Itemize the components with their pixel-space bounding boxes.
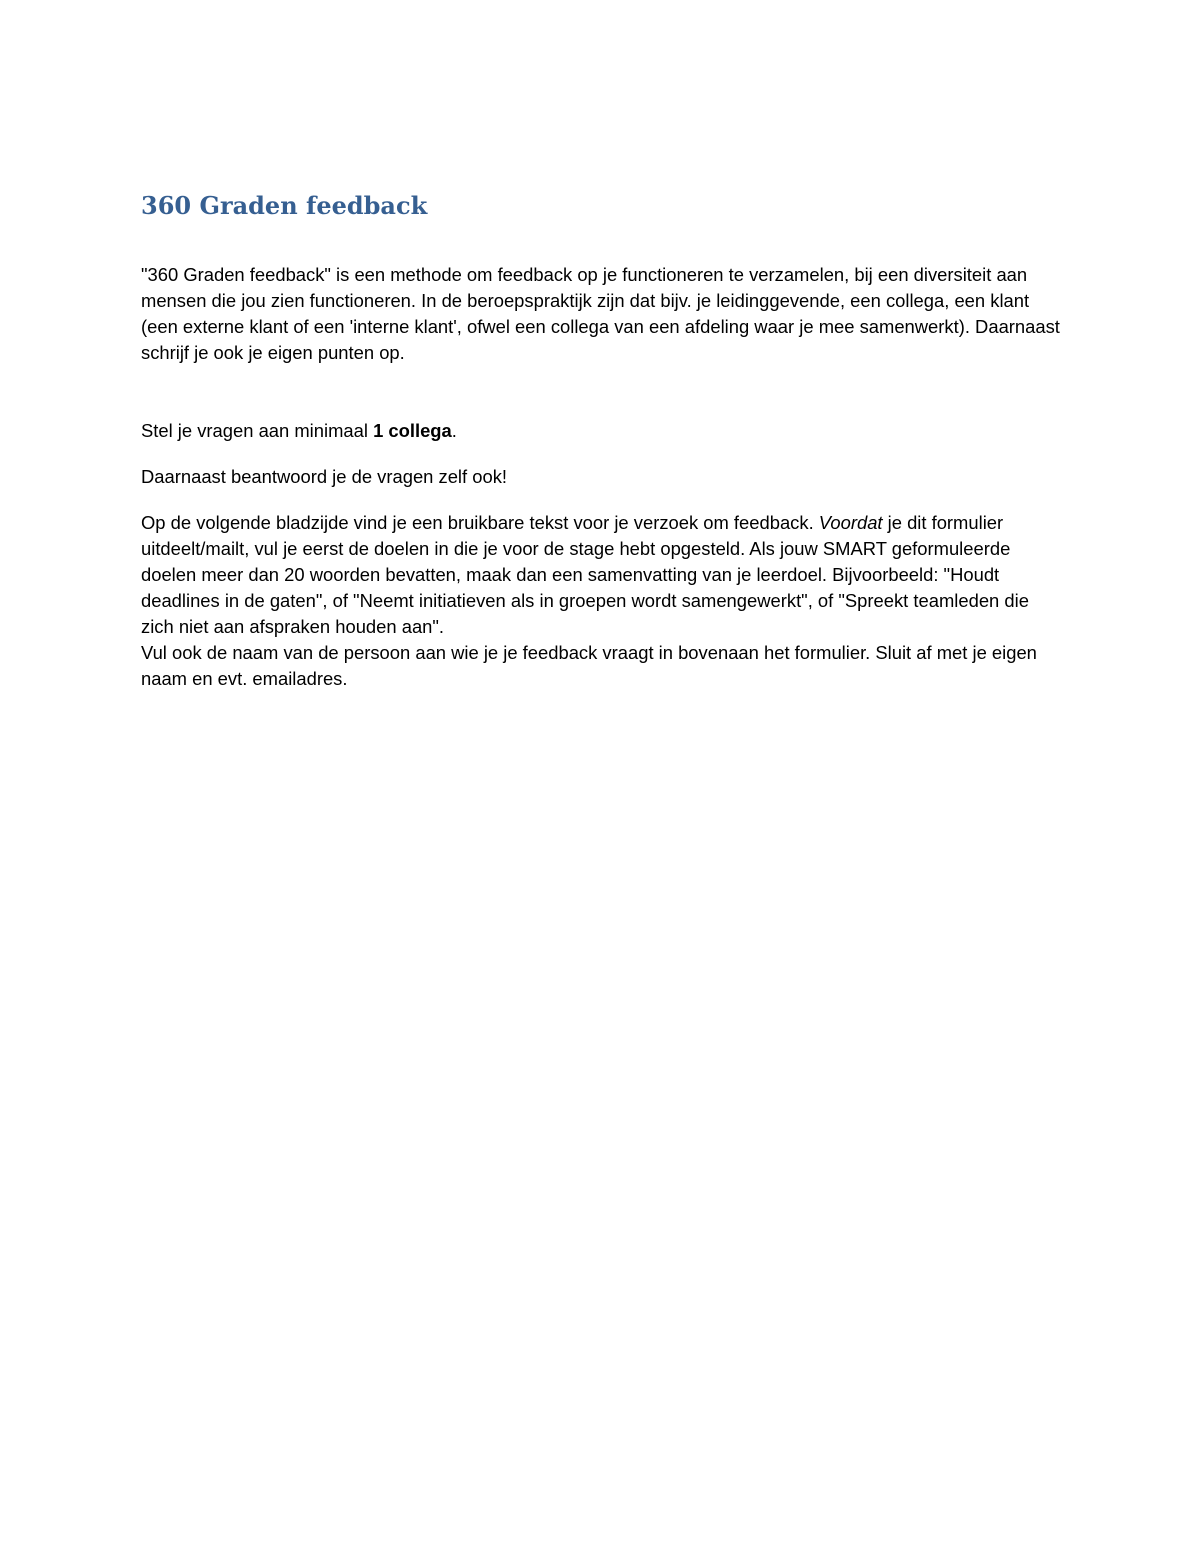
ask-text-after: . [451,420,457,441]
instructions-last-line: Vul ook de naam van de persoon aan wie je je feedback vraagt in bovenaan het formulier. Sluit af met je eigen naam en evt. emailadres. [141,642,1037,689]
ask-text-before: Stel je vragen aan minimaal [141,420,374,441]
document-content [141,188,1066,692]
instructions-text-after: je dit formulier uitdeelt/mailt, vul je eerst de doelen in die je voor de stage hebt opgesteld. Als jouw SMART geformuleerde doelen meer dan 20 woorden bevatten, maak dan een samenvatting van je leerdoel. Bijvoorbeeld: "Houdt deadlines in de gaten", of "Neemt initiatieven als in groepen wordt samengewerkt", of "Spreekt teamleden die zich niet aan afspraken houden aan". [141,512,1029,637]
intro-paragraph: "360 Graden feedback" is een methode om feedback op je functioneren te verzamelen, bij een diversiteit aan mensen die jou zien functioneren. In de beroepspraktijk zijn dat bijv. je leidinggevende, een collega, een klant (een externe klant of een 'interne klant', ofwel een collega van een afdeling waar je mee samenwerkt). Daarnaast schrijf je ook je eigen punten op. [141,264,1060,363]
ask-bold-text: 1 collega [373,420,452,441]
self-answer-paragraph: Daarnaast beantwoord je de vragen zelf ook! [141,466,507,487]
ask-paragraph [141,418,1066,444]
document-title: 360 Graden feedback [141,191,428,220]
instructions-italic-text: Voordat [818,512,883,533]
instructions-text-before: Op de volgende bladzijde vind je een bruikbare tekst voor je verzoek om feedback. [141,512,819,533]
instructions-paragraph [141,510,1066,692]
